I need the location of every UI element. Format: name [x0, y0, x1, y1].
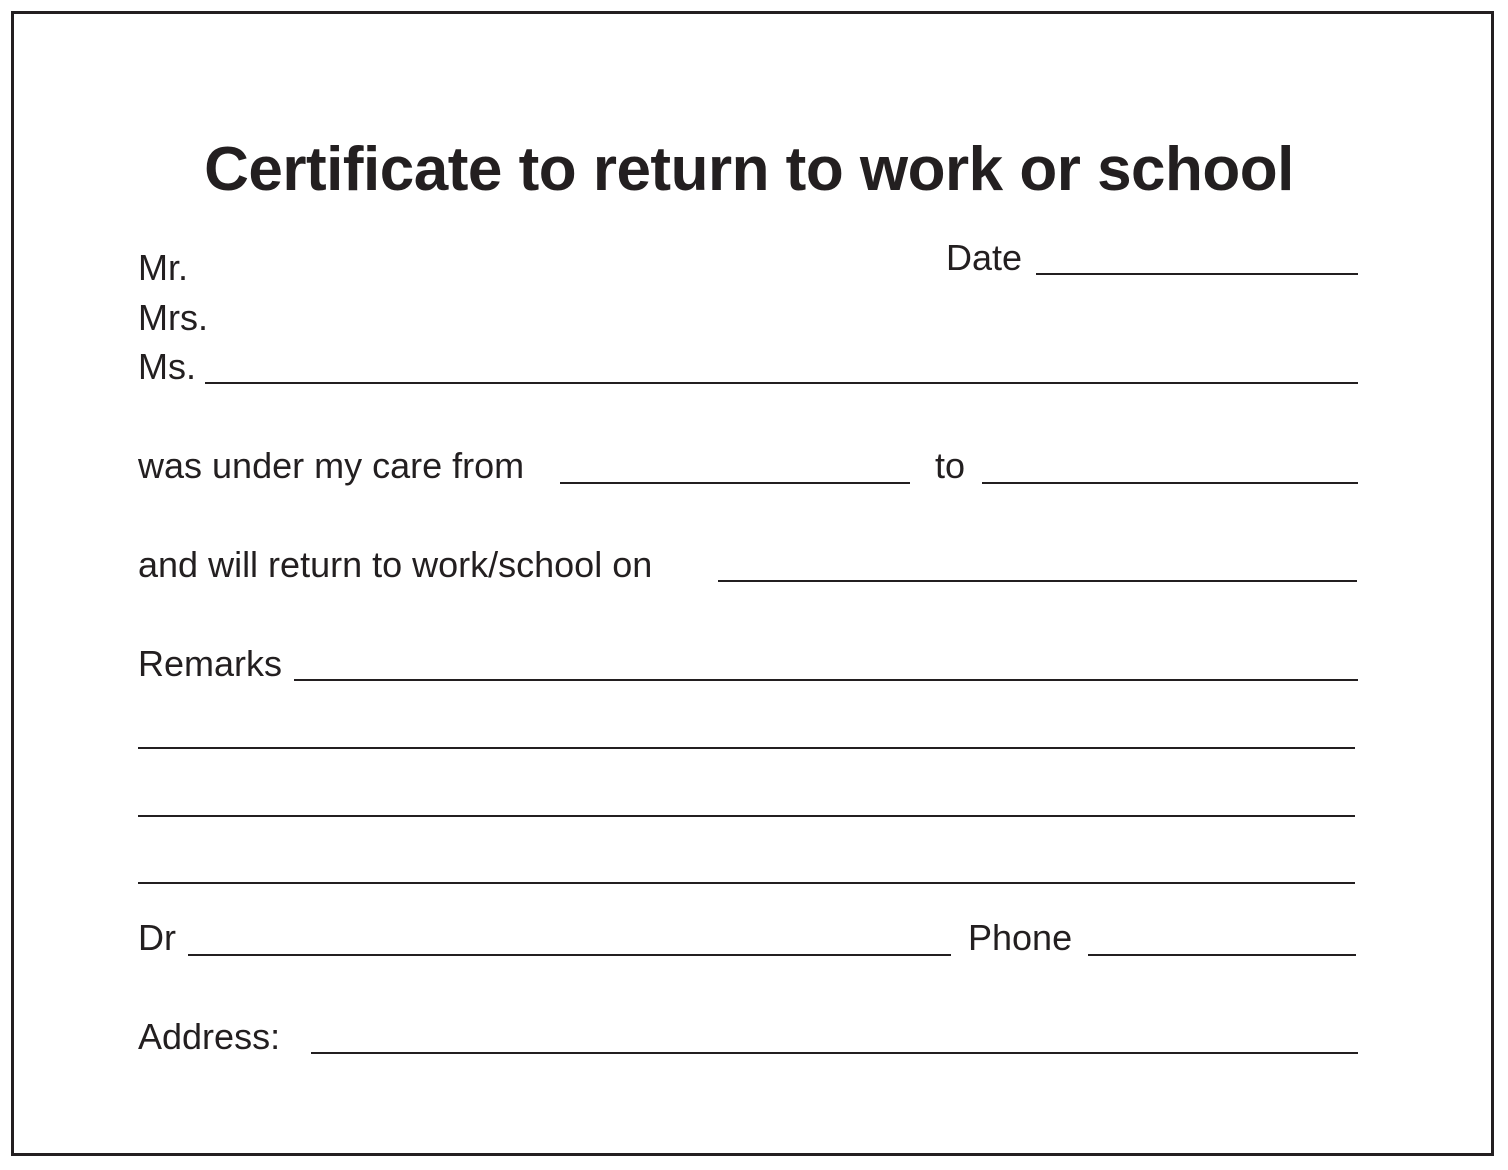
care-to-field-line[interactable]	[982, 482, 1358, 484]
salutation-mr: Mr.	[138, 247, 188, 288]
phone-label: Phone	[968, 917, 1073, 958]
name-field-line[interactable]	[205, 382, 1358, 384]
date-label: Date	[946, 237, 1023, 278]
address-field-line[interactable]	[311, 1052, 1358, 1054]
remarks-field-line[interactable]	[294, 679, 1358, 681]
doctor-field-line[interactable]	[188, 954, 951, 956]
remarks-extra-line[interactable]	[138, 747, 1355, 749]
doctor-label: Dr	[138, 917, 176, 958]
salutation-ms: Ms.	[138, 346, 196, 387]
return-label: and will return to work/school on	[138, 544, 653, 585]
care-to-label: to	[935, 445, 966, 486]
date-field-line[interactable]	[1036, 273, 1358, 275]
care-from-field-line[interactable]	[560, 482, 910, 484]
remarks-label: Remarks	[138, 643, 283, 684]
remarks-extra-line[interactable]	[138, 815, 1355, 817]
care-from-label: was under my care from	[138, 445, 525, 486]
address-label: Address:	[138, 1016, 281, 1057]
phone-field-line[interactable]	[1088, 954, 1356, 956]
remarks-extra-line[interactable]	[138, 882, 1355, 884]
return-date-field-line[interactable]	[718, 580, 1357, 582]
salutation-mrs: Mrs.	[138, 297, 208, 338]
certificate-title: Certificate to return to work or school	[204, 135, 1294, 204]
